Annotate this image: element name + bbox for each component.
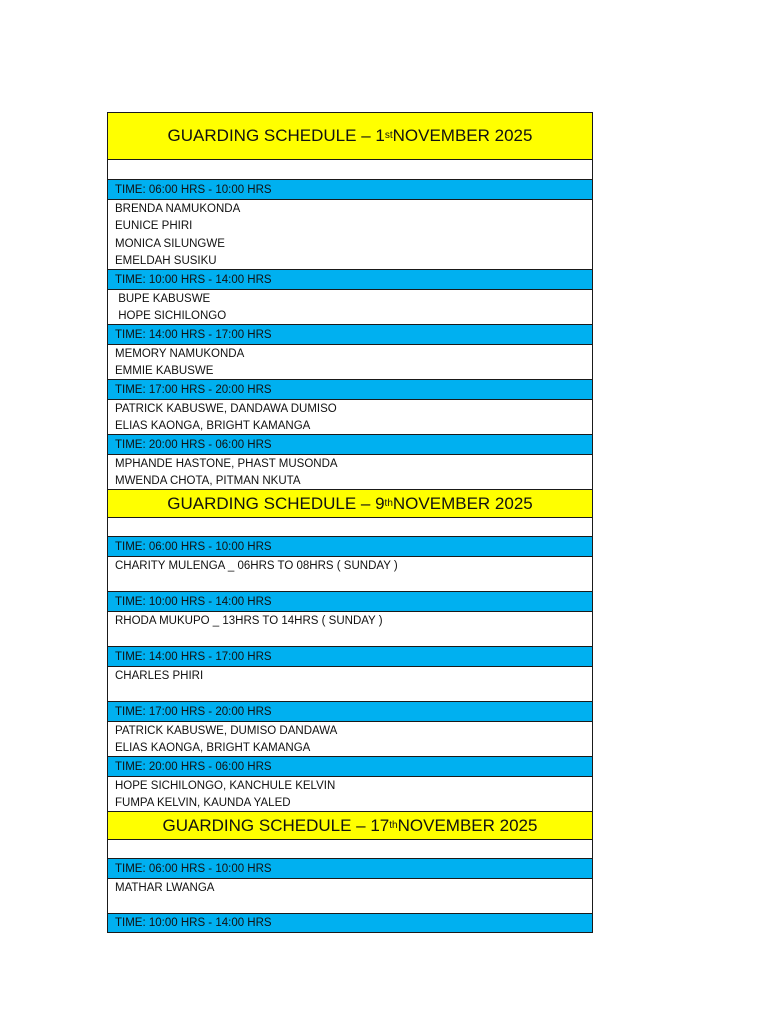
shift-names xyxy=(107,344,593,379)
shift-time: TIME: 20:00 HRS - 06:00 HRS xyxy=(115,760,272,773)
guard-name: EMELDAH SUSIKU xyxy=(115,255,217,268)
schedule-table xyxy=(107,112,593,933)
shift-names xyxy=(107,454,593,489)
guard-name: HOPE SICHILONGO, KANCHULE KELVIN xyxy=(115,780,336,792)
schedule-title-prefix: GUARDING SCHEDULE – 17 xyxy=(162,815,390,835)
blank-row xyxy=(107,517,593,536)
guard-name: EUNICE PHIRI xyxy=(115,220,193,233)
schedule-title-suffix: NOVEMBER 2025 xyxy=(397,815,538,835)
shift-time-row xyxy=(107,646,593,666)
guard-name: MPHANDE HASTONE, PHAST MUSONDA xyxy=(115,458,338,470)
shift-names xyxy=(107,289,593,324)
shift-time: TIME: 06:00 HRS - 10:00 HRS xyxy=(115,862,272,875)
shift-names xyxy=(107,878,593,913)
guard-name: MONICA SILUNGWE xyxy=(115,237,225,250)
guard-name: PATRICK KABUSWE, DUMISO DANDAWA xyxy=(115,725,338,737)
guard-name: MWENDA CHOTA, PITMAN NKUTA xyxy=(115,475,301,488)
guard-name: BRENDA NAMUKONDA xyxy=(115,203,241,215)
shift-time: TIME: 17:00 HRS - 20:00 HRS xyxy=(115,383,272,396)
schedule-title: GUARDING SCHEDULE – 17 th NOVEMBER 2025 xyxy=(107,811,593,839)
shift-time-row xyxy=(107,756,593,776)
guard-name: ELIAS KAONGA, BRIGHT KAMANGA xyxy=(115,420,311,433)
shift-time: TIME: 14:00 HRS - 17:00 HRS xyxy=(115,650,272,663)
guard-name: RHODA MUKUPO _ 13HRS TO 14HRS ( SUNDAY ) xyxy=(115,615,383,627)
shift-names xyxy=(107,721,593,756)
shift-names xyxy=(107,776,593,811)
guard-name: HOPE SICHILONGO xyxy=(115,310,227,323)
schedule-title: GUARDING SCHEDULE – 1 st NOVEMBER 2025 xyxy=(107,112,593,159)
shift-time-row xyxy=(107,591,593,611)
guard-name: BUPE KABUSWE xyxy=(115,293,211,305)
blank-row xyxy=(107,839,593,858)
guard-name: MEMORY NAMUKONDA xyxy=(115,348,245,360)
shift-names xyxy=(107,199,593,269)
shift-time-row xyxy=(107,536,593,556)
shift-names xyxy=(107,399,593,434)
schedule-title-prefix: GUARDING SCHEDULE – 1 xyxy=(167,126,385,145)
shift-names xyxy=(107,556,593,591)
guard-name: CHARLES PHIRI xyxy=(115,670,204,682)
shift-time: TIME: 10:00 HRS - 14:00 HRS xyxy=(115,595,272,608)
guard-name: FUMPA KELVIN, KAUNDA YALED xyxy=(115,797,291,810)
shift-time: TIME: 17:00 HRS - 20:00 HRS xyxy=(115,705,272,718)
shift-time-row xyxy=(107,701,593,721)
shift-time-row xyxy=(107,324,593,344)
guard-name: MATHAR LWANGA xyxy=(115,882,215,894)
shift-time: TIME: 10:00 HRS - 14:00 HRS xyxy=(115,917,272,929)
shift-time-row xyxy=(107,858,593,878)
shift-time: TIME: 14:00 HRS - 17:00 HRS xyxy=(115,328,272,341)
guard-name: ELIAS KAONGA, BRIGHT KAMANGA xyxy=(115,742,311,755)
shift-time-row xyxy=(107,269,593,289)
shift-time: TIME: 10:00 HRS - 14:00 HRS xyxy=(115,273,272,286)
shift-time-row xyxy=(107,913,593,933)
guard-name: EMMIE KABUSWE xyxy=(115,365,214,378)
blank-row xyxy=(107,159,593,179)
schedule-title-suffix: NOVEMBER 2025 xyxy=(392,126,533,145)
shift-time-row xyxy=(107,379,593,399)
shift-time: TIME: 06:00 HRS - 10:00 HRS xyxy=(115,183,272,196)
shift-names xyxy=(107,611,593,646)
guard-name: PATRICK KABUSWE, DANDAWA DUMISO xyxy=(115,403,337,415)
schedule-title-suffix: NOVEMBER 2025 xyxy=(392,493,533,513)
guard-name: CHARITY MULENGA _ 06HRS TO 08HRS ( SUNDAY ) xyxy=(115,560,398,572)
shift-time: TIME: 06:00 HRS - 10:00 HRS xyxy=(115,540,272,553)
shift-names xyxy=(107,666,593,701)
schedule-title: GUARDING SCHEDULE – 9 th NOVEMBER 2025 xyxy=(107,489,593,517)
schedule-title-prefix: GUARDING SCHEDULE – 9 xyxy=(167,493,385,513)
shift-time-row xyxy=(107,179,593,199)
shift-time-row xyxy=(107,434,593,454)
shift-time: TIME: 20:00 HRS - 06:00 HRS xyxy=(115,438,272,451)
